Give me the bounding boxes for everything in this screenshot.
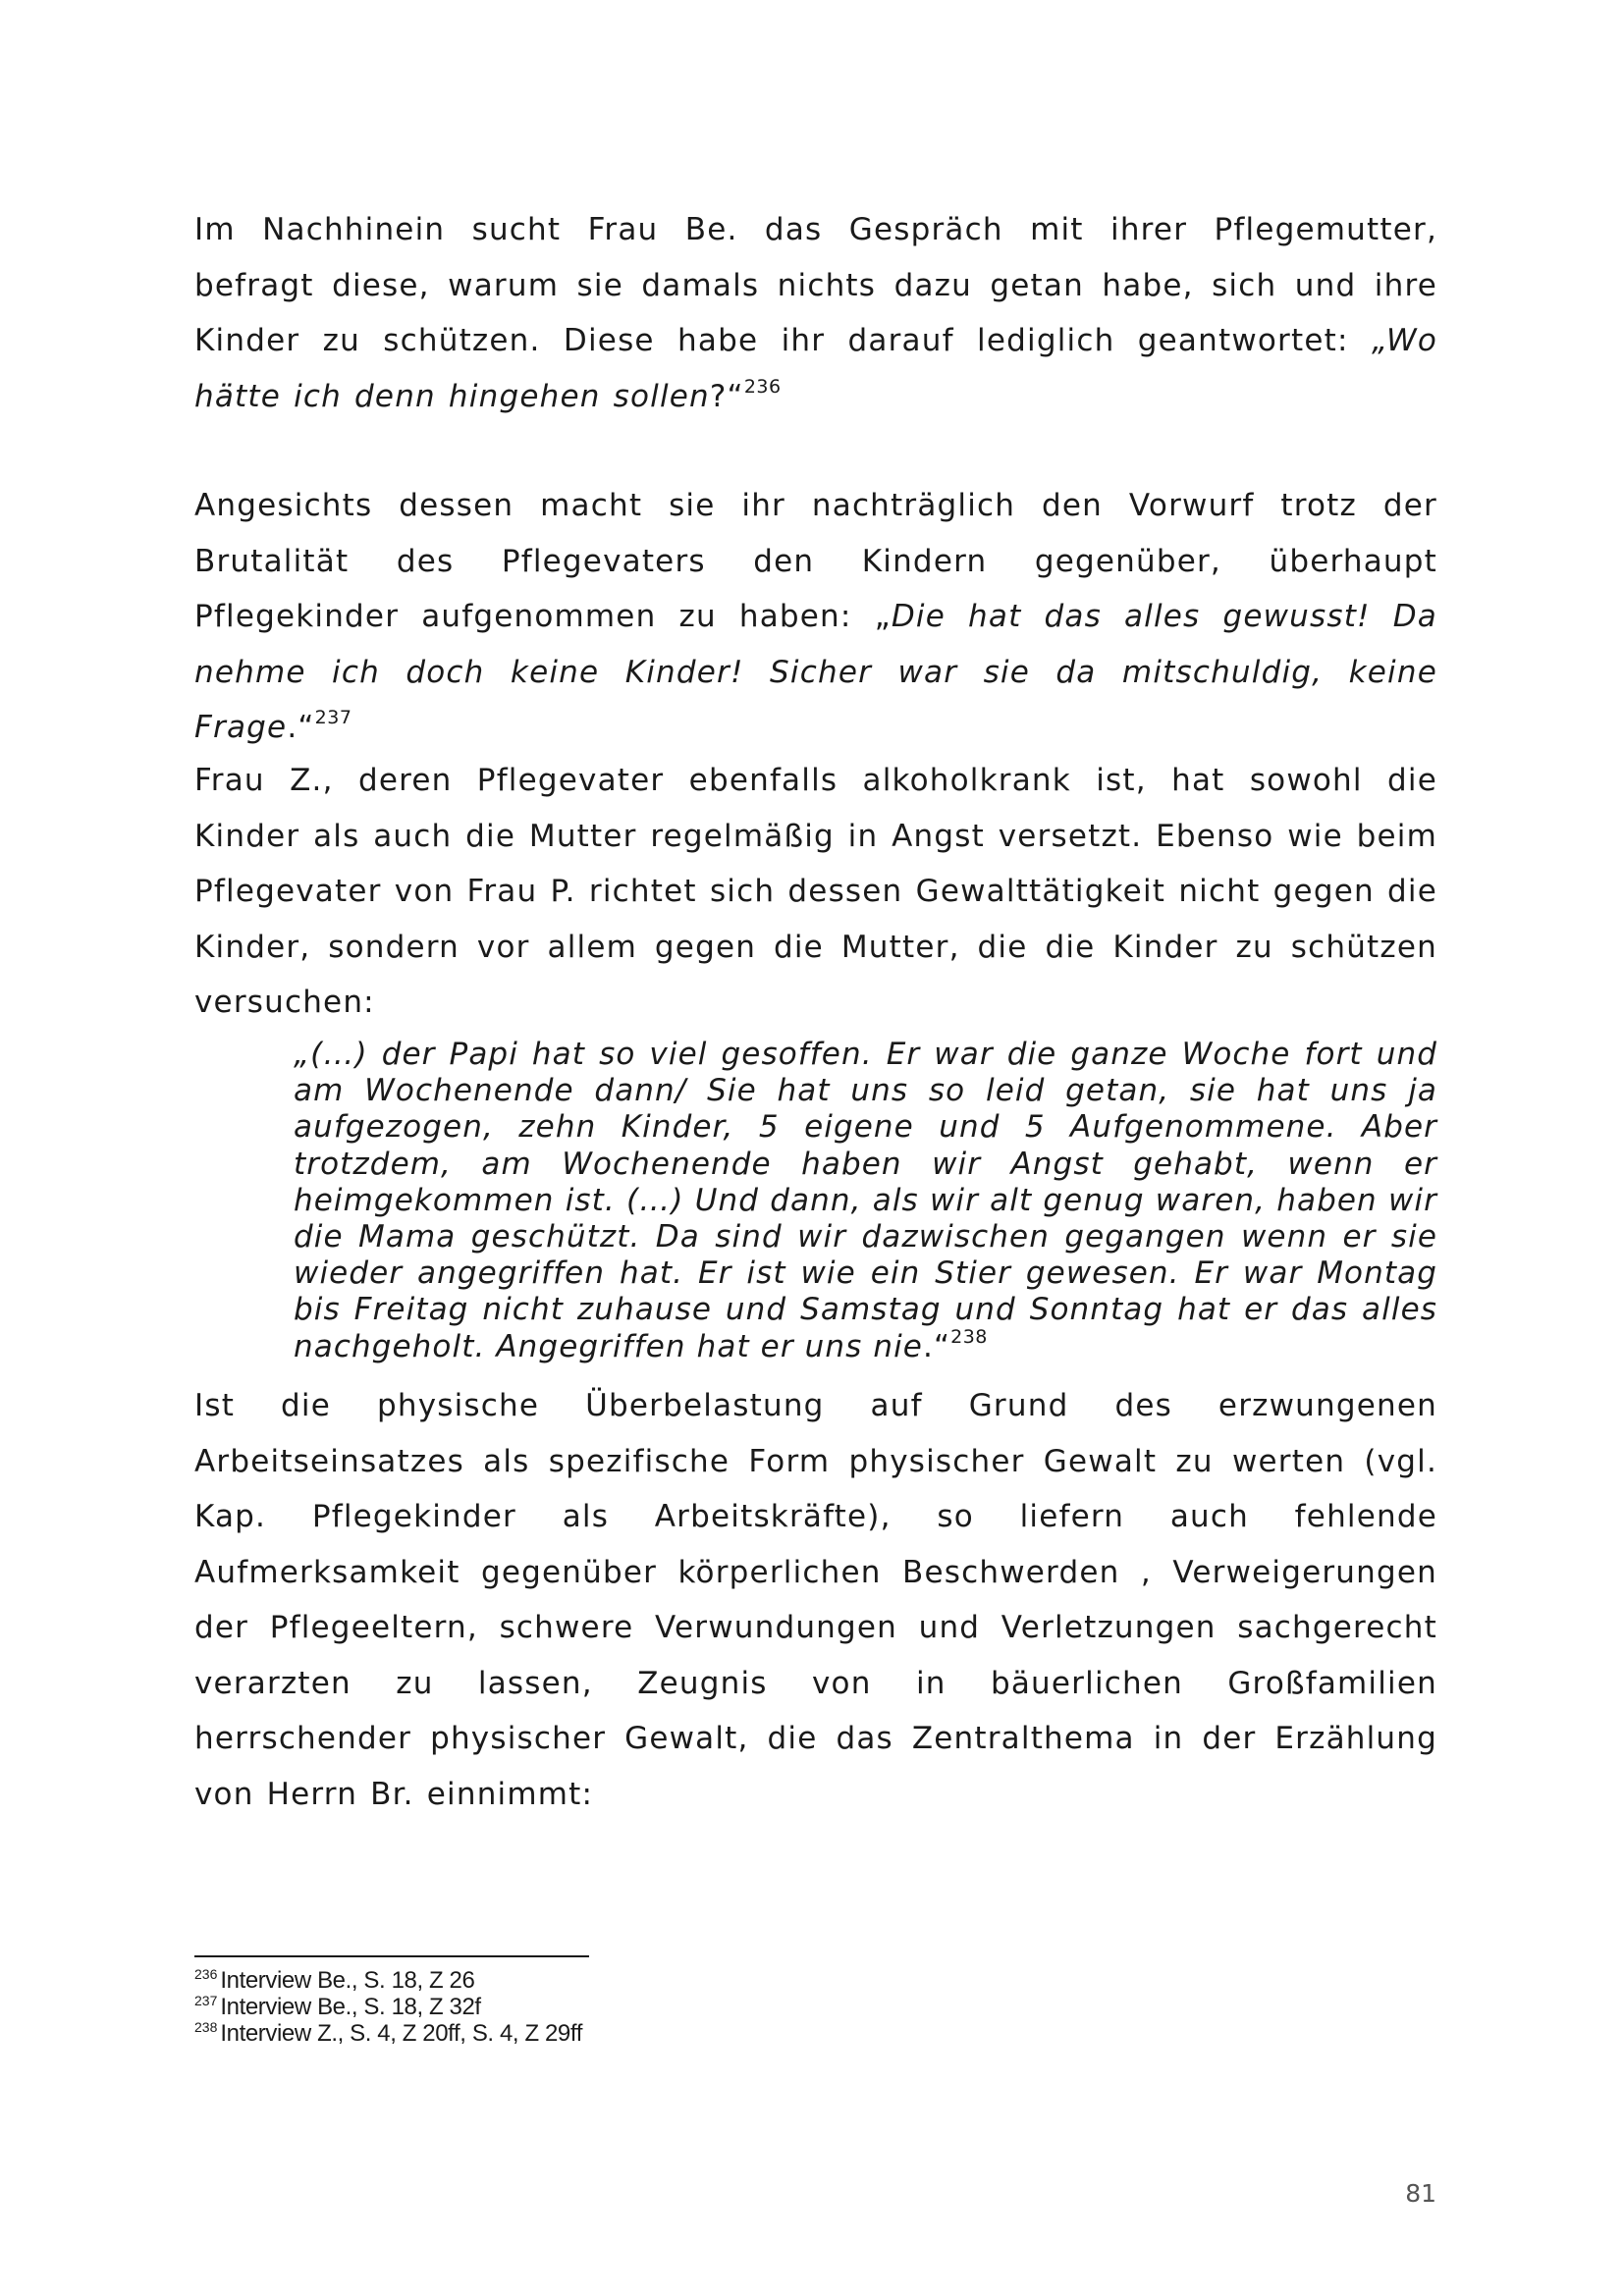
interview-quote-text: (…) der Papi hat so viel gesoffen. Er war die ganze Woche fort und am Wochenende dann/ Sie hat uns so leid getan, sie hat uns ja aufgezogen, zehn Kinder, 5 eigene und 5 Aufgenommene. Aber trotzdem, am Wochenende haben wir Angst gehabt, wenn er heimgekommen ist. (…) Und dann, als wir alt genug waren, haben wir die Mama geschützt. Da sind wir dazwischen gegangen wenn er sie wieder angegriffen hat. Er ist wie ein Stier gewesen. Er war Montag bis Freitag nicht zuhause und Samstag und Sonntag hat er das alles nachgeholt. Angegriffen hat er uns nie <box>294 1037 1437 1364</box>
footnote-ref-238[interactable]: 238 <box>950 1325 988 1348</box>
footnote-ref-236[interactable]: 236 <box>743 375 782 398</box>
footnote-236 <box>194 1967 582 1994</box>
paragraph-1-quote-tail: ?“ <box>709 378 744 414</box>
paragraph-4-text: Ist die physische Überbelastung auf Grund des erzwungenen Arbeitseinsatzes als spezifische Form physischer Gewalt zu werten (vgl. Kap. Pflegekinder als Arbeitskräfte), so liefern auch fehlende Aufmerksamkeit gegenüber körperlichen Beschwerden , Verweigerungen der Pflegeeltern, schwere Verwundungen und Verletzungen sachgerecht verarzten zu lassen, Zeugnis von in bäuerlichen Großfamilien herrschender physischer Gewalt, die das Zentralthema in der Erzählung von Herrn Br. einnimmt: <box>194 1388 1437 1812</box>
footnote-number: 237 <box>194 1993 218 2008</box>
footnote-text: Interview Z., S. 4, Z 20ff, S. 4, Z 29ff <box>220 2020 582 2047</box>
paragraph-3 <box>194 753 1437 1031</box>
footnote-text: Interview Be., S. 18, Z 32f <box>220 1994 481 2020</box>
paragraph-2-quote-tail: .“ <box>287 710 315 745</box>
paragraph-2-quote: Die hat das alles gewusst! Da nehme ich doch keine Kinder! Sicher war sie da mitschuldig, keine Frage <box>194 599 1437 745</box>
interview-quote-tail: .“ <box>922 1328 951 1364</box>
paragraph-2 <box>194 478 1437 756</box>
paragraph-3-text: Frau Z., deren Pflegevater ebenfalls alkoholkrank ist, hat sowohl die Kinder als auch die Mutter regelmäßig in Angst versetzt. Ebenso wie beim Pflegevater von Frau P. richtet sich dessen Gewalttätigkeit nicht gegen die Kinder, sondern vor allem gegen die Mutter, die die Kinder zu schützen versuchen: <box>194 763 1437 1020</box>
paragraph-4 <box>194 1378 1437 1822</box>
paragraph-1-quote: „Wo hätte ich denn hingehen sollen <box>194 323 1437 414</box>
footnote-238 <box>194 2020 582 2047</box>
footnote-separator <box>194 1955 589 1957</box>
footnotes <box>194 1967 582 2047</box>
footnote-237 <box>194 1994 582 2020</box>
page-number: 81 <box>1405 2179 1436 2208</box>
paragraph-2-text: Angesichts dessen macht sie ihr nachträglich den Vorwurf trotz der Brutalität des Pflegevaters den Kindern gegenüber, überhaupt Pflegekinder aufgenommen zu haben: <box>194 488 1437 634</box>
footnote-number: 238 <box>194 2019 218 2035</box>
footnote-ref-237[interactable]: 237 <box>314 707 352 728</box>
interview-quote <box>294 1037 1437 1365</box>
paragraph-2-quote-open: „ <box>874 599 892 634</box>
paragraph-1 <box>194 202 1437 424</box>
paragraph-1-text: Im Nachhinein sucht Frau Be. das Gespräch mit ihrer Pflegemutter, befragt diese, warum sie damals nichts dazu getan habe, sich und ihre Kinder zu schützen. Diese habe ihr darauf lediglich geantwortet: <box>194 212 1437 358</box>
interview-quote-open: „ <box>294 1037 311 1072</box>
footnote-text: Interview Be., S. 18, Z 26 <box>220 1967 475 1994</box>
footnote-number: 236 <box>194 1966 218 1982</box>
